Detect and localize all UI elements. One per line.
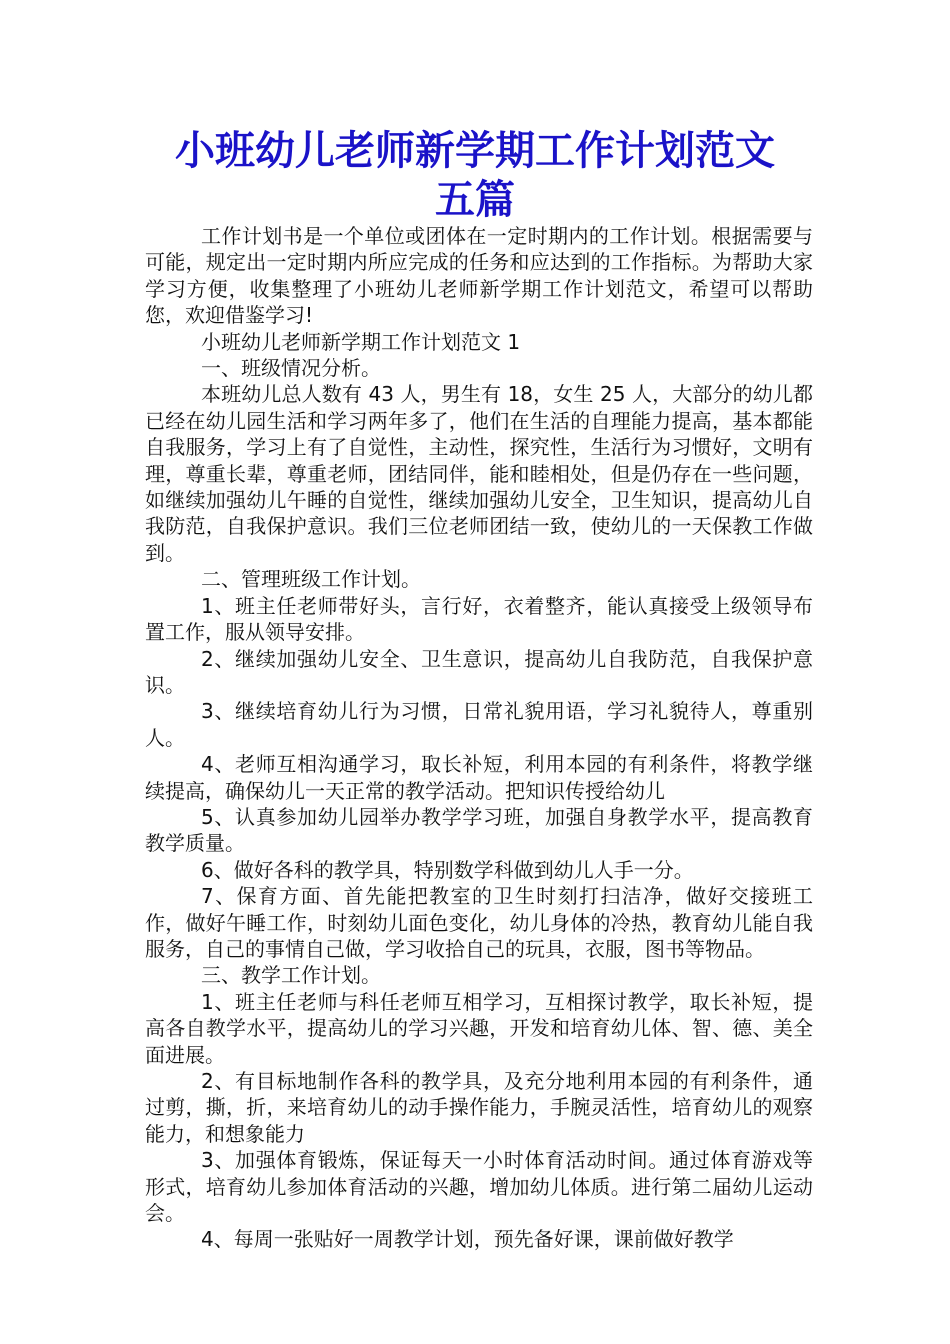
list-item: 4、每周一张贴好一周教学计划，预先备好课，课前做好教学 <box>201 1227 734 1252</box>
list-item: 7、保育方面、首先能把教室的卫生时刻打扫洁净，做好交接班工作，做好午睡工作，时刻幼儿面色变化，幼儿身体的冷热，教育幼儿能自我服务，自己的事情自己做，学习收拾自己的玩具，衣服，图书等物品。 <box>145 884 813 961</box>
body-paragraph: 本班幼儿总人数有 43 人，男生有 18，女生 25 人，大部分的幼儿都已经在幼儿园生活和学习两年多了，他们在生活的自理能力提高，基本都能自我服务，学习上有了自觉性，主动性，探究性，生活行为习惯好，文明有理，尊重长辈，尊重老师，团结同伴，能和睦相处，但是仍存在一些问题，如继续加强幼儿午睡的自觉性，继续加强幼儿安全，卫生知识，提高幼儿自我防范，自我保护意识。我们三位老师团结一致，使幼儿的一天保教工作做到。 <box>145 382 813 565</box>
subsection-heading: 三、教学工作计划。 <box>201 963 381 988</box>
list-item: 2、有目标地制作各科的教学具，及充分地利用本园的有利条件，通过剪，撕，折，来培育幼儿的动手操作能力，手腕灵活性，培育幼儿的观察能力，和想象能力 <box>145 1069 813 1146</box>
list-item: 3、加强体育锻炼，保证每天一小时体育活动时间。通过体育游戏等形式，培育幼儿参加体育活动的兴趣，增加幼儿体质。进行第二届幼儿运动会。 <box>145 1148 813 1226</box>
section-heading: 小班幼儿老师新学期工作计划范文 1 <box>201 329 521 354</box>
list-item: 1、班主任老师与科任老师互相学习，互相探讨教学，取长补短，提高各自教学水平，提高幼儿的学习兴趣，开发和培育幼儿体、智、德、美全面进展。 <box>145 989 813 1067</box>
list-item: 1、班主任老师带好头，言行好，衣着整齐，能认真接受上级领导布置工作，服从领导安排。 <box>145 593 813 645</box>
list-item: 6、做好各科的教学具，特别数学科做到幼儿人手一分。 <box>201 857 694 882</box>
document-title <box>100 126 850 224</box>
list-item: 4、老师互相沟通学习，取长补短，利用本园的有利条件，将教学继续提高，确保幼儿一天正常的教学活动。把知识传授给幼儿 <box>145 752 813 803</box>
title-line-2: 五篇 <box>435 176 515 223</box>
list-item: 2、继续加强幼儿安全、卫生意识，提高幼儿自我防范，自我保护意识。 <box>145 646 813 697</box>
intro-paragraph: 工作计划书是一个单位或团体在一定时期内的工作计划。根据需要与可能，规定出一定时期内所应完成的任务和应达到的工作指标。为帮助大家学习方便，收集整理了小班幼儿老师新学期工作计划范文，希望可以帮助您，欢迎借鉴学习! <box>145 224 813 328</box>
document-body <box>145 223 813 1253</box>
subsection-heading: 二、管理班级工作计划。 <box>201 567 421 592</box>
list-item: 3、继续培育幼儿行为习惯，日常礼貌用语，学习礼貌待人，尊重别人。 <box>145 699 813 750</box>
list-item: 5、认真参加幼儿园举办教学学习班，加强自身教学水平，提高教育教学质量。 <box>145 804 813 856</box>
subsection-heading: 一、班级情况分析。 <box>201 356 381 381</box>
title-line-1: 小班幼儿老师新学期工作计划范文 <box>175 127 775 174</box>
